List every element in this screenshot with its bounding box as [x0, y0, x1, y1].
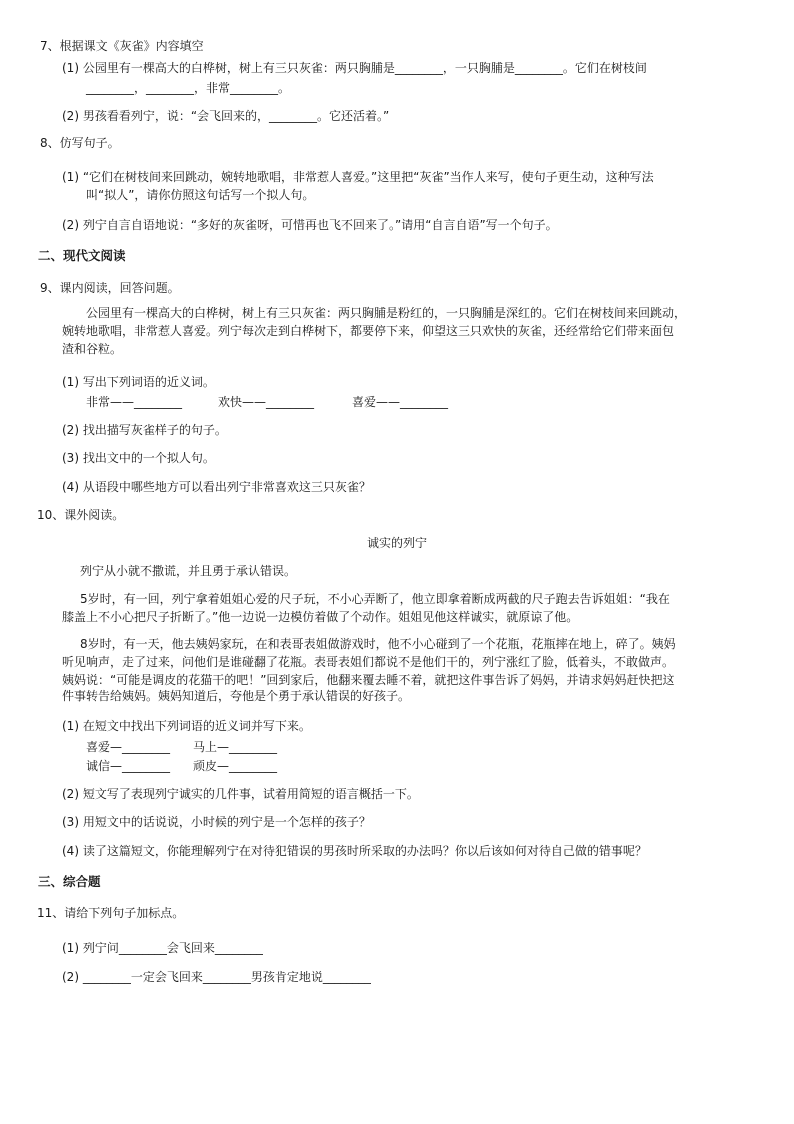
- question-11-sub-2: (2) ________一定会飞回来________男孩肯定地说________: [62, 970, 371, 984]
- question-10-synonym-1: 喜爱—________: [86, 740, 171, 754]
- question-9-sub-4: (4) 从语段中哪些地方可以看出列宁非常喜欢这三只灰雀？: [62, 480, 371, 494]
- story-paragraph-1: 列宁从小就不撒谎，并且勇于承认错误。: [80, 564, 297, 578]
- question-9-passage-line-3: 渣和谷粒。: [62, 342, 123, 356]
- question-9-passage-line-2: 婉转地歌唱，非常惹人喜爱。列宁每次走到白桦树下，都要停下来，仰望这三只欢快的灰雀，还经常给它们带来面包: [62, 324, 675, 338]
- question-9-synonym-2: 欢快——________: [218, 395, 315, 409]
- question-10-sub-1: (1) 在短文中找出下列词语的近义词并写下来。: [62, 719, 311, 733]
- question-10-sub-3: (3) 用短文中的话说说，小时候的列宁是一个怎样的孩子？: [62, 815, 371, 829]
- question-9-sub-3: (3) 找出文中的一个拟人句。: [62, 451, 215, 465]
- question-10-title: 10、课外阅读。: [37, 508, 125, 522]
- question-10-synonym-3: 诚信—________: [86, 759, 171, 773]
- question-11-title: 11、请给下列句子加标点。: [37, 906, 185, 920]
- question-9-passage-line-1: 公园里有一棵高大的白桦树，树上有三只灰雀：两只胸脯是粉红的，一只胸脯是深红的。它们在树枝间来回跳动，: [86, 306, 687, 320]
- story-title: 诚实的列宁: [366, 536, 427, 550]
- question-9-title: 9、课内阅读，回答问题。: [40, 281, 180, 295]
- question-8-part-1-line-2: 叫“拟人”，请你仿照这句话写一个拟人句。: [86, 188, 315, 202]
- question-11-sub-1: (1) 列宁问________会飞回来________: [62, 941, 263, 955]
- question-9-sub-2: (2) 找出描写灰雀样子的句子。: [62, 423, 227, 437]
- question-8-part-2: (2) 列宁自言自语地说：“多好的灰雀呀，可惜再也飞不回来了。”请用“自言自语”写一个句子。: [62, 218, 558, 232]
- section-3-heading: 三、综合题: [38, 874, 101, 889]
- story-paragraph-3-line-1: 8岁时，有一天，他去姨妈家玩，在和表哥表姐做游戏时，他不小心碰到了一个花瓶，花瓶摔在地上，碎了。姨妈: [80, 637, 676, 651]
- question-10-synonym-2: 马上—________: [193, 740, 278, 754]
- question-8-part-1-line-1: (1) “它们在树枝间来回跳动，婉转地歌唱，非常惹人喜爱。”这里把“灰雀”当作人来写，使句子更生动，这种写法: [62, 170, 654, 184]
- story-paragraph-3-line-4: 件事转告给姨妈。姨妈知道后，夸他是个勇于承认错误的好孩子。: [62, 689, 411, 703]
- question-7-title: 7、根据课文《灰雀》内容填空: [40, 39, 204, 53]
- question-7-part-1-line-2: ________，________，非常________。: [86, 81, 291, 95]
- section-2-heading: 二、现代文阅读: [38, 248, 126, 263]
- question-10-sub-4: (4) 读了这篇短文，你能理解列宁在对待犯错误的男孩时所采取的办法吗？你以后该如何对待自己做的错事呢？: [62, 844, 647, 858]
- story-paragraph-3-line-3: 姨妈说：“可能是调皮的花猫干的吧！”回到家后，他翻来覆去睡不着，就把这件事告诉了妈妈，并请求妈妈赶快把这: [62, 673, 675, 687]
- question-9-sub-1: (1) 写出下列词语的近义词。: [62, 375, 215, 389]
- question-8-title: 8、仿写句子。: [40, 136, 120, 150]
- question-9-synonym-3: 喜爱——________: [352, 395, 449, 409]
- question-9-synonym-1: 非常——________: [86, 395, 183, 409]
- question-10-sub-2: (2) 短文写了表现列宁诚实的几件事，试着用简短的语言概括一下。: [62, 787, 419, 801]
- question-7-part-1-line-1: (1) 公园里有一棵高大的白桦树，树上有三只灰雀：两只胸脯是________，一只胸脯是________。它们在树枝间: [62, 61, 647, 75]
- story-paragraph-2-line-1: 5岁时，有一回，列宁拿着姐姐心爱的尺子玩，不小心弄断了，他立即拿着断成两截的尺子跑去告诉姐姐：“我在: [80, 592, 670, 606]
- question-7-part-2: (2) 男孩看看列宁，说：“会飞回来的，________。它还活着。”: [62, 109, 390, 123]
- story-paragraph-3-line-2: 听见响声，走了过来，问他们是谁碰翻了花瓶。表哥表姐们都说不是他们干的，列宁涨红了脸，低着头，不敢做声。: [62, 655, 675, 669]
- question-10-synonym-4: 顽皮—________: [193, 759, 278, 773]
- story-paragraph-2-line-2: 膝盖上不小心把尺子折断了。”他一边说一边模仿着做了个动作。姐姐见他这样诚实，就原谅了他。: [62, 610, 579, 624]
